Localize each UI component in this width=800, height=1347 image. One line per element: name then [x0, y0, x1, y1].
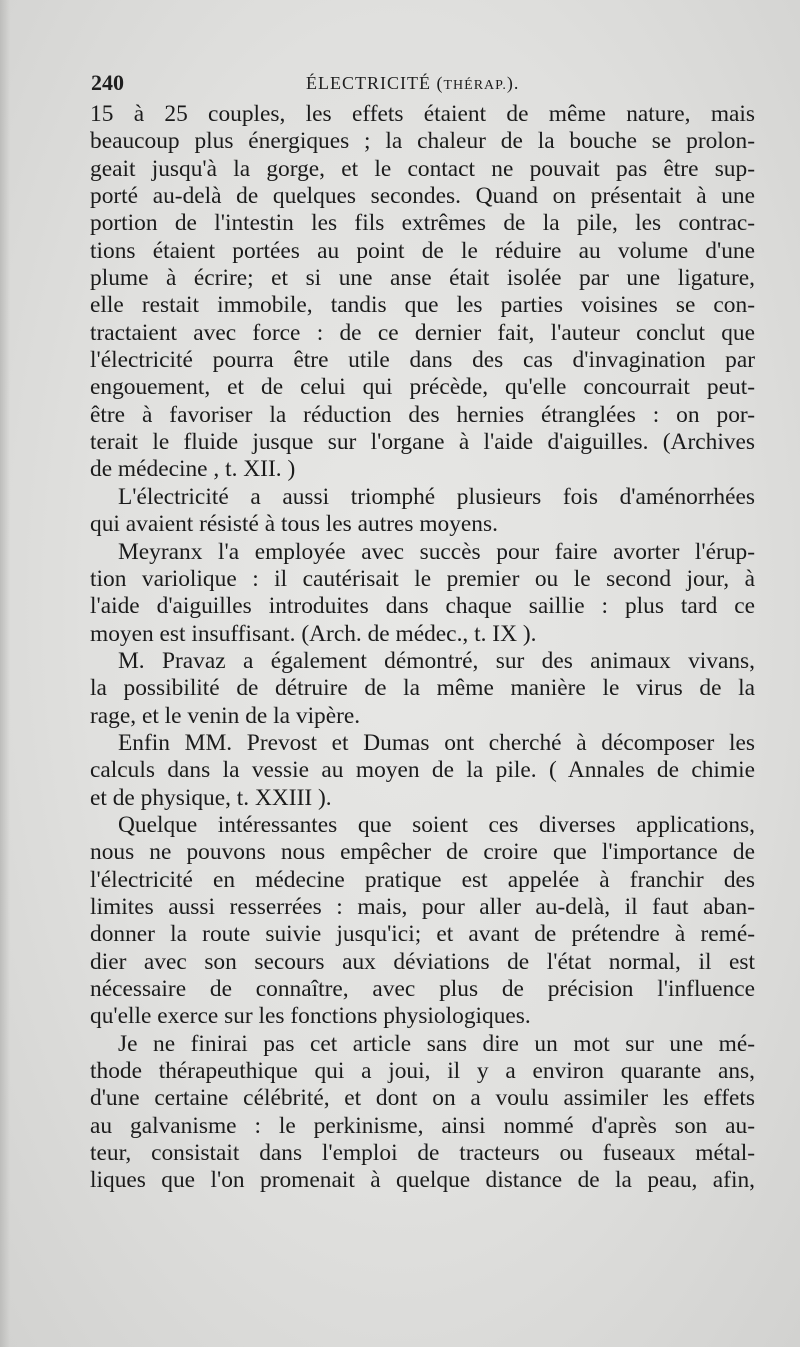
text-line: donner la route suivie jusqu'ici; et avant de prétendre à remé-	[90, 921, 755, 948]
text-line: et de physique, t. XXIII ).	[90, 784, 332, 811]
text-line: plume à écrire; et si une anse était isolée par une ligature,	[90, 265, 755, 292]
running-title	[306, 73, 519, 94]
text-line: terait le fluide jusque sur l'organe à l'aide d'aiguilles. (Archives	[90, 429, 755, 456]
text-line: tions étaient portées au point de le réduire au volume d'une	[90, 237, 755, 264]
text-line: l'aide d'aiguilles introduites dans chaque saillie : plus tard ce	[90, 593, 755, 620]
text-line: geait jusqu'à la gorge, et le contact ne pouvait pas être sup-	[90, 155, 755, 182]
running-title-close: ).	[506, 73, 520, 93]
running-title-main: ÉLECTRICITÉ	[306, 73, 431, 93]
text-line: Enfin MM. Prevost et Dumas ont cherché à décomposer les	[118, 729, 755, 756]
text-line: la possibilité de détruire de la même manière le virus de la	[90, 675, 755, 702]
text-line: L'électricité a aussi triomphé plusieurs fois d'aménorrhées	[118, 483, 755, 510]
text-line: teur, consistait dans l'emploi de tracteurs ou fuseaux métal-	[90, 1140, 755, 1167]
text-line: tion variolique : il cautérisait le premier ou le second jour, à	[90, 565, 755, 592]
text-line: thode thérapeuthique qui a joui, il y a environ quarante ans,	[90, 1058, 755, 1085]
text-line: Meyranx l'a employée avec succès pour faire avorter l'érup-	[118, 538, 755, 565]
text-line: au galvanisme : le perkinisme, ainsi nommé d'après son au-	[90, 1112, 755, 1139]
body-text	[90, 101, 755, 1195]
text-line: portion de l'intestin les fils extrêmes de la pile, les contrac-	[90, 210, 755, 237]
text-line: calculs dans la vessie au moyen de la pile. ( Annales de chimie	[90, 757, 755, 784]
text-line: beaucoup plus énergiques ; la chaleur de la bouche se prolon-	[90, 128, 755, 155]
running-head	[91, 70, 756, 102]
text-line: M. Pravaz a également démontré, sur des animaux vivans,	[118, 647, 755, 674]
text-line: l'électricité en médecine pratique est appelée à franchir des	[90, 866, 755, 893]
text-line: tractaient avec force : de ce dernier fait, l'auteur conclut que	[90, 319, 755, 346]
text-line: d'une certaine célébrité, et dont on a voulu assimiler les effets	[90, 1085, 755, 1112]
text-line: dier avec son secours aux déviations de l'état normal, il est	[90, 948, 755, 975]
text-line: nous ne pouvons nous empêcher de croire que l'importance de	[90, 839, 755, 866]
text-line: nécessaire de connaître, avec plus de précision l'influence	[90, 976, 755, 1002]
page-number: 240	[91, 70, 124, 95]
text-line: moyen est insuffisant. (Arch. de médec., t. IX ).	[90, 620, 537, 647]
running-title-abbrev: THÉRAP.	[443, 78, 507, 93]
text-line: engouement, et de celui qui précède, qu'elle concourrait peut-	[90, 374, 755, 401]
text-line: qui avaient résisté à tous les autres moyens.	[90, 511, 498, 538]
running-title-open: (	[436, 73, 444, 93]
text-line: porté au-delà de quelques secondes. Quand on présentait à une	[90, 183, 755, 210]
text-line: liques que l'on promenait à quelque distance de la peau, afin,	[90, 1167, 755, 1194]
text-line: rage, et le venin de la vipère.	[90, 702, 361, 729]
text-line: limites aussi resserrées : mais, pour aller au-delà, il faut aban-	[90, 893, 755, 920]
text-line: 15 à 25 couples, les effets étaient de même nature, mais	[90, 101, 755, 127]
text-line: Quelque intéressantes que soient ces diverses applications,	[118, 811, 755, 838]
text-line: être à favoriser la réduction des hernies étranglées : on por-	[90, 401, 755, 428]
text-line: l'électricité pourra être utile dans des cas d'invagination par	[90, 347, 755, 374]
text-line: de médecine , t. XII. )	[90, 456, 296, 483]
text-line: qu'elle exerce sur les fonctions physiologiques.	[90, 1003, 531, 1030]
text-line: elle restait immobile, tandis que les parties voisines se con-	[90, 292, 755, 319]
text-line: Je ne finirai pas cet article sans dire un mot sur une mé-	[118, 1030, 755, 1057]
